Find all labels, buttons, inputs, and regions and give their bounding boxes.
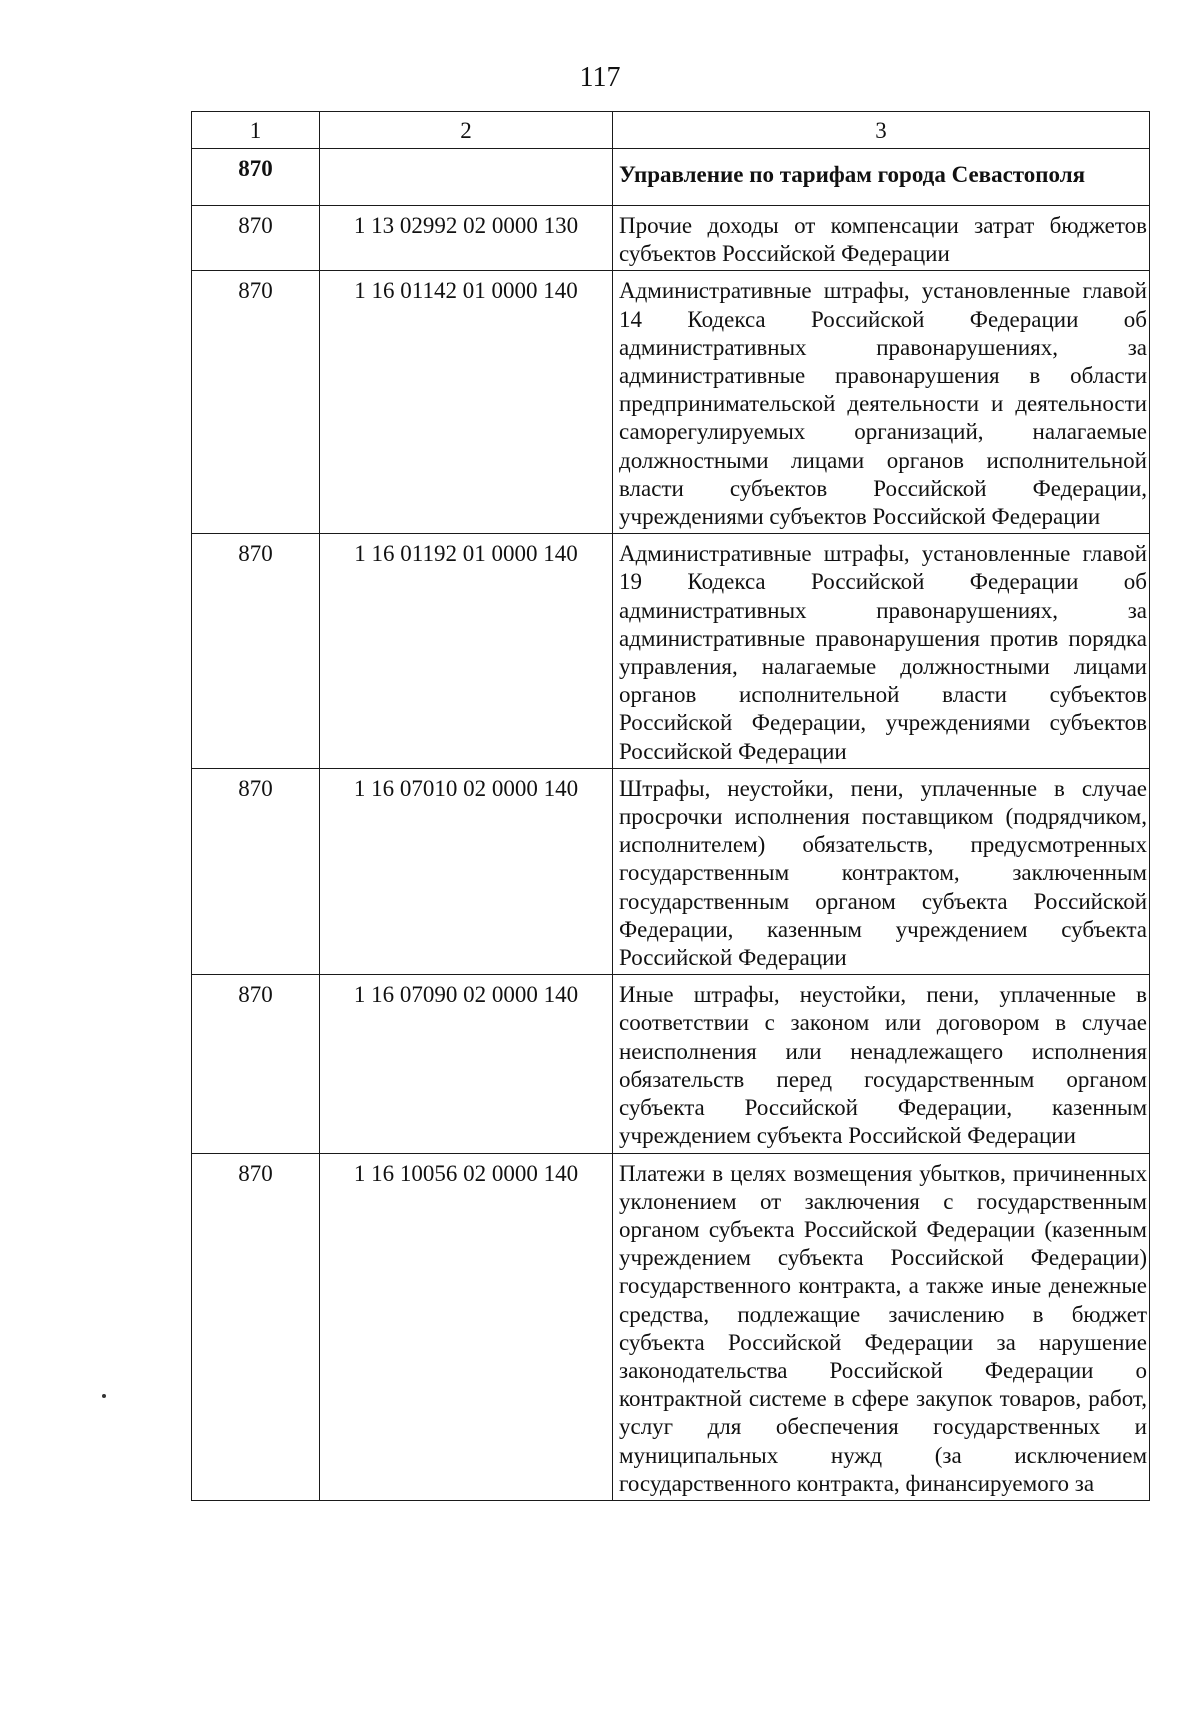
table-row <box>192 206 1150 271</box>
row-kbk-code: 1 16 01192 01 0000 140 <box>320 534 613 769</box>
table-row <box>192 768 1150 974</box>
scan-dot-mark <box>102 1394 106 1398</box>
row-income-name: Административные штрафы, установленные главой 19 Кодекса Российской Федерации об административных правонарушениях, за административные правонарушения против порядка управления, налагаемые должностными лицами органов исполнительной власти субъектов Российской Федерации, учреждениями субъектов Российской Федерации <box>613 534 1150 769</box>
table-row <box>192 975 1150 1153</box>
column-header-1: 1 <box>192 112 320 149</box>
row-admin-code: 870 <box>192 271 320 534</box>
table-row <box>192 534 1150 769</box>
table-row <box>192 271 1150 534</box>
row-income-name: Административные штрафы, установленные главой 14 Кодекса Российской Федерации об административных правонарушениях, за административные правонарушения в области предпринимательской деятельности и деятельности саморегулируемых организаций, налагаемые должностными лицами органов исполнительной власти субъектов Российской Федерации, учреждениями субъектов Российской Федерации <box>613 271 1150 534</box>
administrator-kbk <box>320 149 613 206</box>
row-kbk-code: 1 16 01142 01 0000 140 <box>320 271 613 534</box>
row-admin-code: 870 <box>192 206 320 271</box>
row-admin-code: 870 <box>192 1153 320 1500</box>
column-header-2: 2 <box>320 112 613 149</box>
administrator-code: 870 <box>192 149 320 206</box>
row-kbk-code: 1 13 02992 02 0000 130 <box>320 206 613 271</box>
row-income-name: Прочие доходы от компенсации затрат бюджетов субъектов Российской Федерации <box>613 206 1150 271</box>
row-income-name: Штрафы, неустойки, пени, уплаченные в случае просрочки исполнения поставщиком (подрядчиком, исполнителем) обязательств, предусмотренных государственным контрактом, заключенным государственным органом субъекта Российской Федерации, казенным учреждением субъекта Российской Федерации <box>613 768 1150 974</box>
administrator-name: Управление по тарифам города Севастополя <box>613 149 1150 206</box>
row-income-name: Иные штрафы, неустойки, пени, уплаченные в соответствии с законом или договором в случае неисполнения или ненадлежащего исполнения обязательств перед государственным органом субъекта Российской Федерации, казенным учреждением субъекта Российской Федерации <box>613 975 1150 1153</box>
row-admin-code: 870 <box>192 768 320 974</box>
row-kbk-code: 1 16 07090 02 0000 140 <box>320 975 613 1153</box>
table-row <box>192 1153 1150 1500</box>
row-income-name: Платежи в целях возмещения убытков, причиненных уклонением от заключения с государственным органом субъекта Российской Федерации (казенным учреждением субъекта Российской Федерации) государственного контракта, а также иные денежные средства, подлежащие зачислению в бюджет субъекта Российской Федерации за нарушение законодательства Российской Федерации о контрактной системе в сфере закупок товаров, работ, услуг для обеспечения государственных и муниципальных нужд (за исключением государственного контракта, финансируемого за <box>613 1153 1150 1500</box>
column-number-row <box>192 112 1150 149</box>
column-header-3: 3 <box>613 112 1150 149</box>
row-kbk-code: 1 16 07010 02 0000 140 <box>320 768 613 974</box>
row-admin-code: 870 <box>192 975 320 1153</box>
row-kbk-code: 1 16 10056 02 0000 140 <box>320 1153 613 1500</box>
income-codes-table <box>191 111 1150 1501</box>
administrator-row <box>192 149 1150 206</box>
page-number: 117 <box>579 62 621 93</box>
row-admin-code: 870 <box>192 534 320 769</box>
